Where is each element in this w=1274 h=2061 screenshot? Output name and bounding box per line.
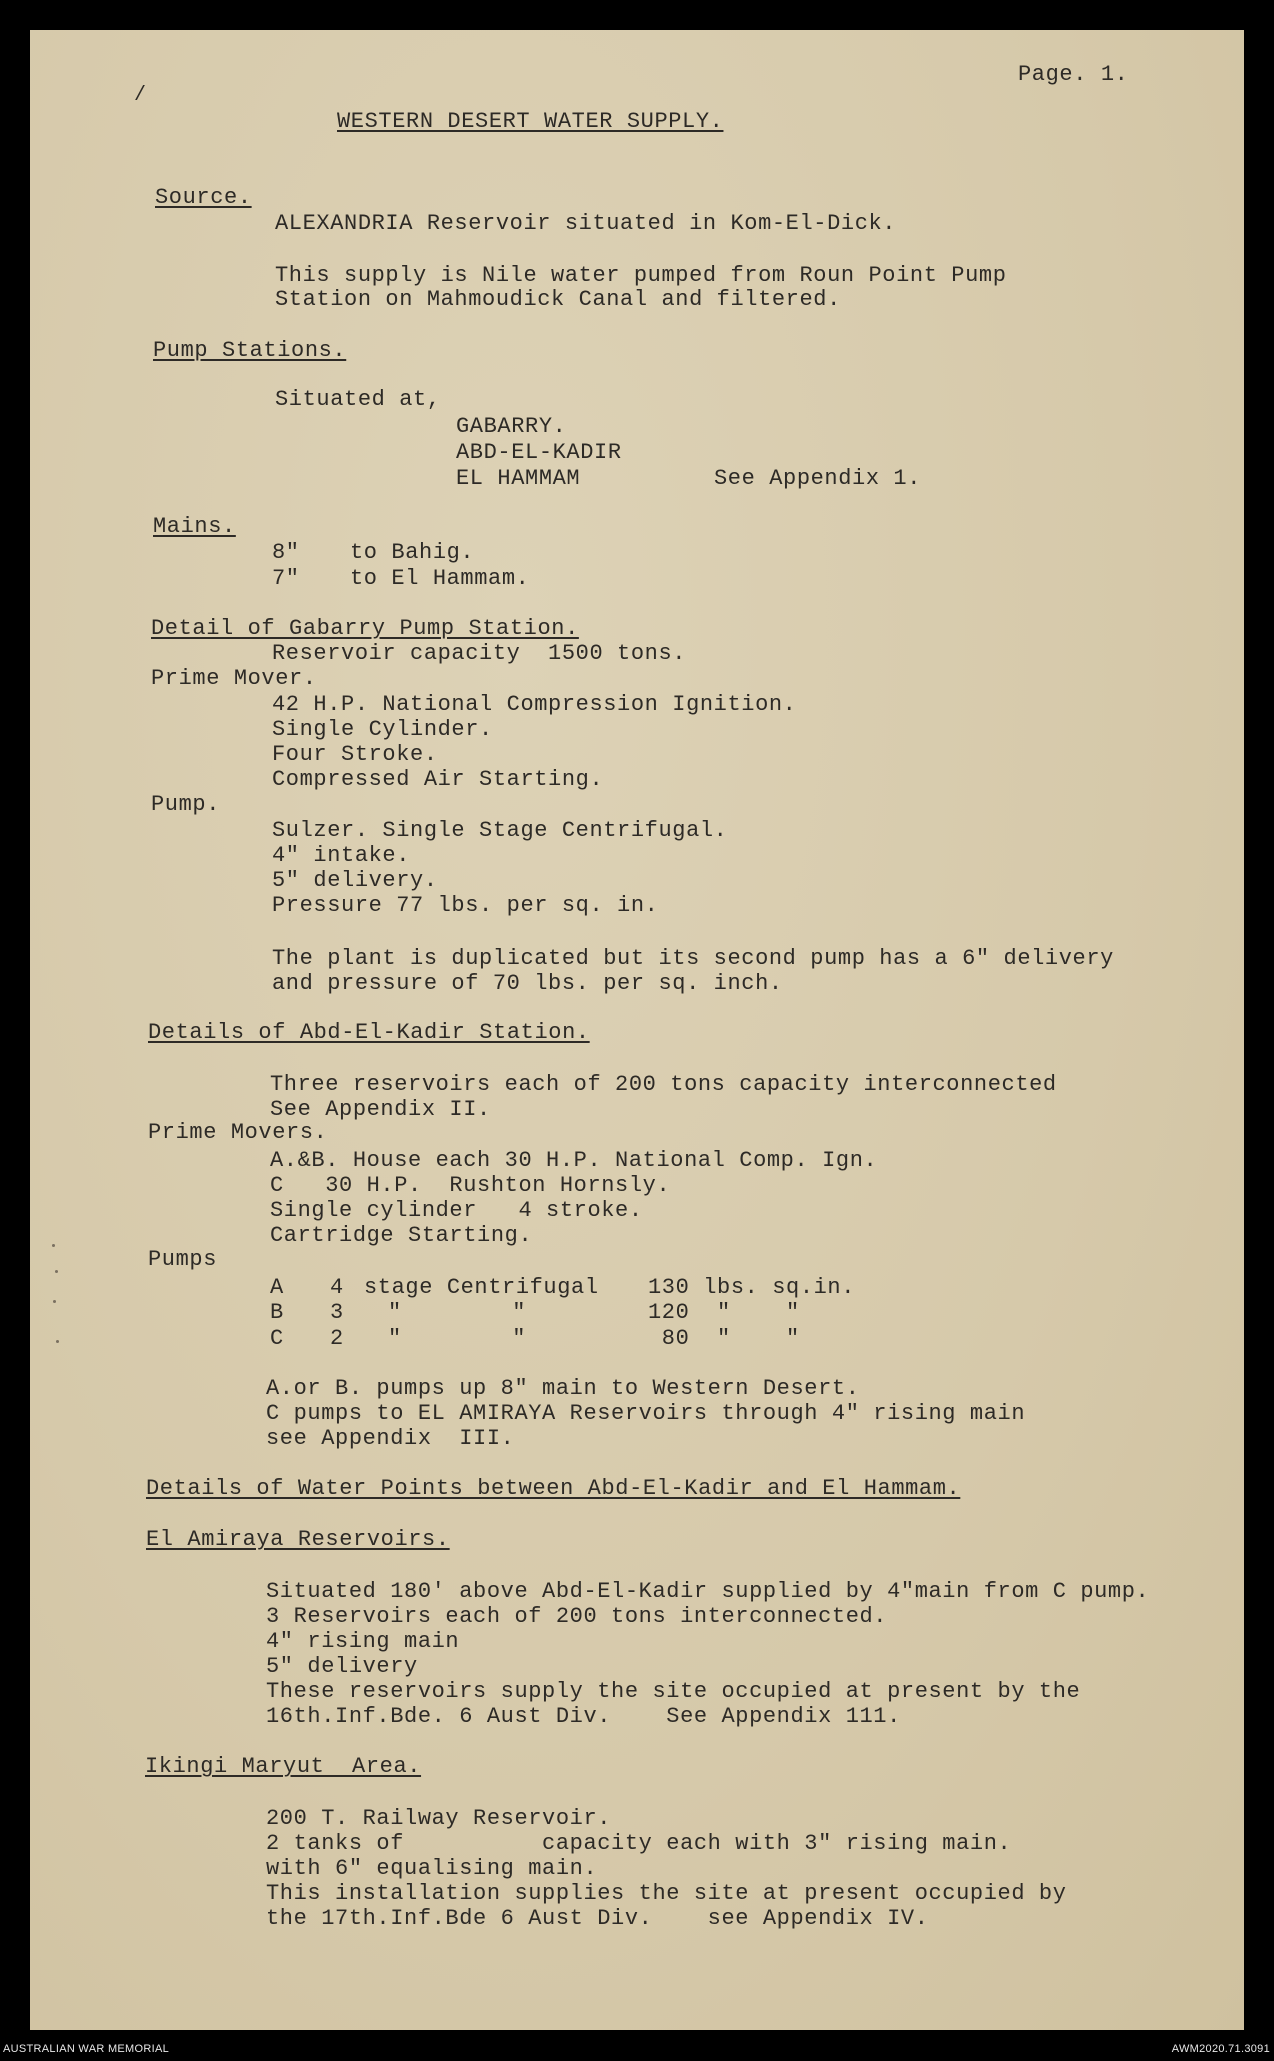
abd-el-kadir-heading: Details of Abd-El-Kadir Station. xyxy=(148,1020,590,1045)
gabarry-line: 4" intake. xyxy=(272,843,411,868)
amiraya-line: 5" delivery xyxy=(266,1654,418,1679)
source-line: This supply is Nile water pumped from Roun Point Pump xyxy=(275,263,1007,288)
station-name: GABARRY. xyxy=(456,414,567,439)
main-destination: to El Hammam. xyxy=(350,566,530,591)
footer-credit: AUSTRALIAN WAR MEMORIAL xyxy=(3,2043,170,2055)
pump-stages: 3 xyxy=(330,1300,344,1325)
amiraya-line: These reservoirs supply the site occupied at present by the xyxy=(266,1679,1081,1704)
main-size: 7" xyxy=(272,566,300,591)
page-number: Page. 1. xyxy=(1018,62,1129,87)
margin-mark: / xyxy=(134,84,147,107)
abd-line: Three reservoirs each of 200 tons capacity interconnected xyxy=(270,1072,1057,1097)
punch-mark xyxy=(53,1300,56,1303)
pump-type: " " xyxy=(388,1300,527,1325)
el-amiraya-heading: El Amiraya Reservoirs. xyxy=(146,1527,450,1552)
pump-id: B xyxy=(270,1300,284,1325)
pump-pressure: 80 " " xyxy=(648,1326,800,1351)
ikingi-line: 200 T. Railway Reservoir. xyxy=(266,1806,612,1831)
gabarry-line: Compressed Air Starting. xyxy=(272,767,604,792)
abd-line: C pumps to EL AMIRAYA Reservoirs through 4" rising main xyxy=(266,1401,1026,1426)
gabarry-line: Four Stroke. xyxy=(272,742,438,767)
ikingi-heading: Ikingi Maryut Area. xyxy=(145,1754,422,1779)
document-title: WESTERN DESERT WATER SUPPLY. xyxy=(337,109,724,134)
main-destination: to Bahig. xyxy=(350,540,475,565)
amiraya-line: Situated 180' above Abd-El-Kadir supplied by 4"main from C pump. xyxy=(266,1579,1150,1604)
pump-id: A xyxy=(270,1275,284,1300)
gabarry-line: Reservoir capacity 1500 tons. xyxy=(272,641,687,666)
gabarry-line: The plant is duplicated but its second pump has a 6" delivery xyxy=(272,946,1114,971)
pump-pressure: 130 lbs. sq.in. xyxy=(648,1275,856,1300)
ikingi-line: with 6" equalising main. xyxy=(266,1856,598,1881)
abd-line: Cartridge Starting. xyxy=(270,1223,533,1248)
amiraya-line: 16th.Inf.Bde. 6 Aust Div. See Appendix 111. xyxy=(266,1704,901,1729)
gabarry-line: and pressure of 70 lbs. per sq. inch. xyxy=(272,971,783,996)
station-name: EL HAMMAM xyxy=(456,466,581,491)
pump-stages: 2 xyxy=(330,1326,344,1351)
footer-accession: AWM2020.71.3091 xyxy=(1171,2043,1270,2055)
pump-type: stage Centrifugal xyxy=(364,1275,599,1300)
gabarry-line: Single Cylinder. xyxy=(272,717,493,742)
prime-movers-label: Prime Movers. xyxy=(148,1120,328,1145)
ikingi-line: 2 tanks of capacity each with 3" rising main. xyxy=(266,1831,1012,1856)
main-size: 8" xyxy=(272,540,300,565)
abd-line: Single cylinder 4 stroke. xyxy=(270,1198,643,1223)
gabarry-heading: Detail of Gabarry Pump Station. xyxy=(151,616,579,641)
abd-line: A.&B. House each 30 H.P. National Comp. Ign. xyxy=(270,1148,878,1173)
gabarry-line: 42 H.P. National Compression Ignition. xyxy=(272,692,797,717)
punch-mark xyxy=(56,1340,59,1343)
abd-line: see Appendix III. xyxy=(266,1426,515,1451)
pumps-label: Pumps xyxy=(148,1247,218,1272)
amiraya-line: 3 Reservoirs each of 200 tons interconnected. xyxy=(266,1604,888,1629)
pump-stages: 4 xyxy=(330,1275,344,1300)
punch-mark xyxy=(52,1244,55,1247)
pump-label: Pump. xyxy=(151,792,221,817)
ikingi-line: This installation supplies the site at present occupied by xyxy=(266,1881,1067,1906)
water-points-heading: Details of Water Points between Abd-El-Kadir and El Hammam. xyxy=(146,1476,961,1501)
gabarry-line: Sulzer. Single Stage Centrifugal. xyxy=(272,818,728,843)
pump-stations-heading: Pump Stations. xyxy=(153,338,347,363)
source-heading: Source. xyxy=(155,185,252,210)
mains-heading: Mains. xyxy=(153,514,236,539)
prime-mover-label: Prime Mover. xyxy=(151,666,317,691)
abd-line: A.or B. pumps up 8" main to Western Desert. xyxy=(266,1376,860,1401)
source-line: Station on Mahmoudick Canal and filtered. xyxy=(275,287,841,312)
appendix-ref: See Appendix 1. xyxy=(714,466,922,491)
abd-line: See Appendix II. xyxy=(270,1097,491,1122)
abd-line: C 30 H.P. Rushton Hornsly. xyxy=(270,1173,671,1198)
station-name: ABD-EL-KADIR xyxy=(456,440,622,465)
punch-mark xyxy=(55,1270,58,1273)
pump-id: C xyxy=(270,1326,284,1351)
amiraya-line: 4" rising main xyxy=(266,1629,460,1654)
gabarry-line: 5" delivery. xyxy=(272,868,438,893)
source-line: ALEXANDRIA Reservoir situated in Kom-El-Dick. xyxy=(275,211,897,236)
gabarry-line: Pressure 77 lbs. per sq. in. xyxy=(272,893,659,918)
pump-pressure: 120 " " xyxy=(648,1300,800,1325)
situated-label: Situated at, xyxy=(275,387,441,412)
ikingi-line: the 17th.Inf.Bde 6 Aust Div. see Appendix IV. xyxy=(266,1906,929,1931)
pump-type: " " xyxy=(388,1326,527,1351)
